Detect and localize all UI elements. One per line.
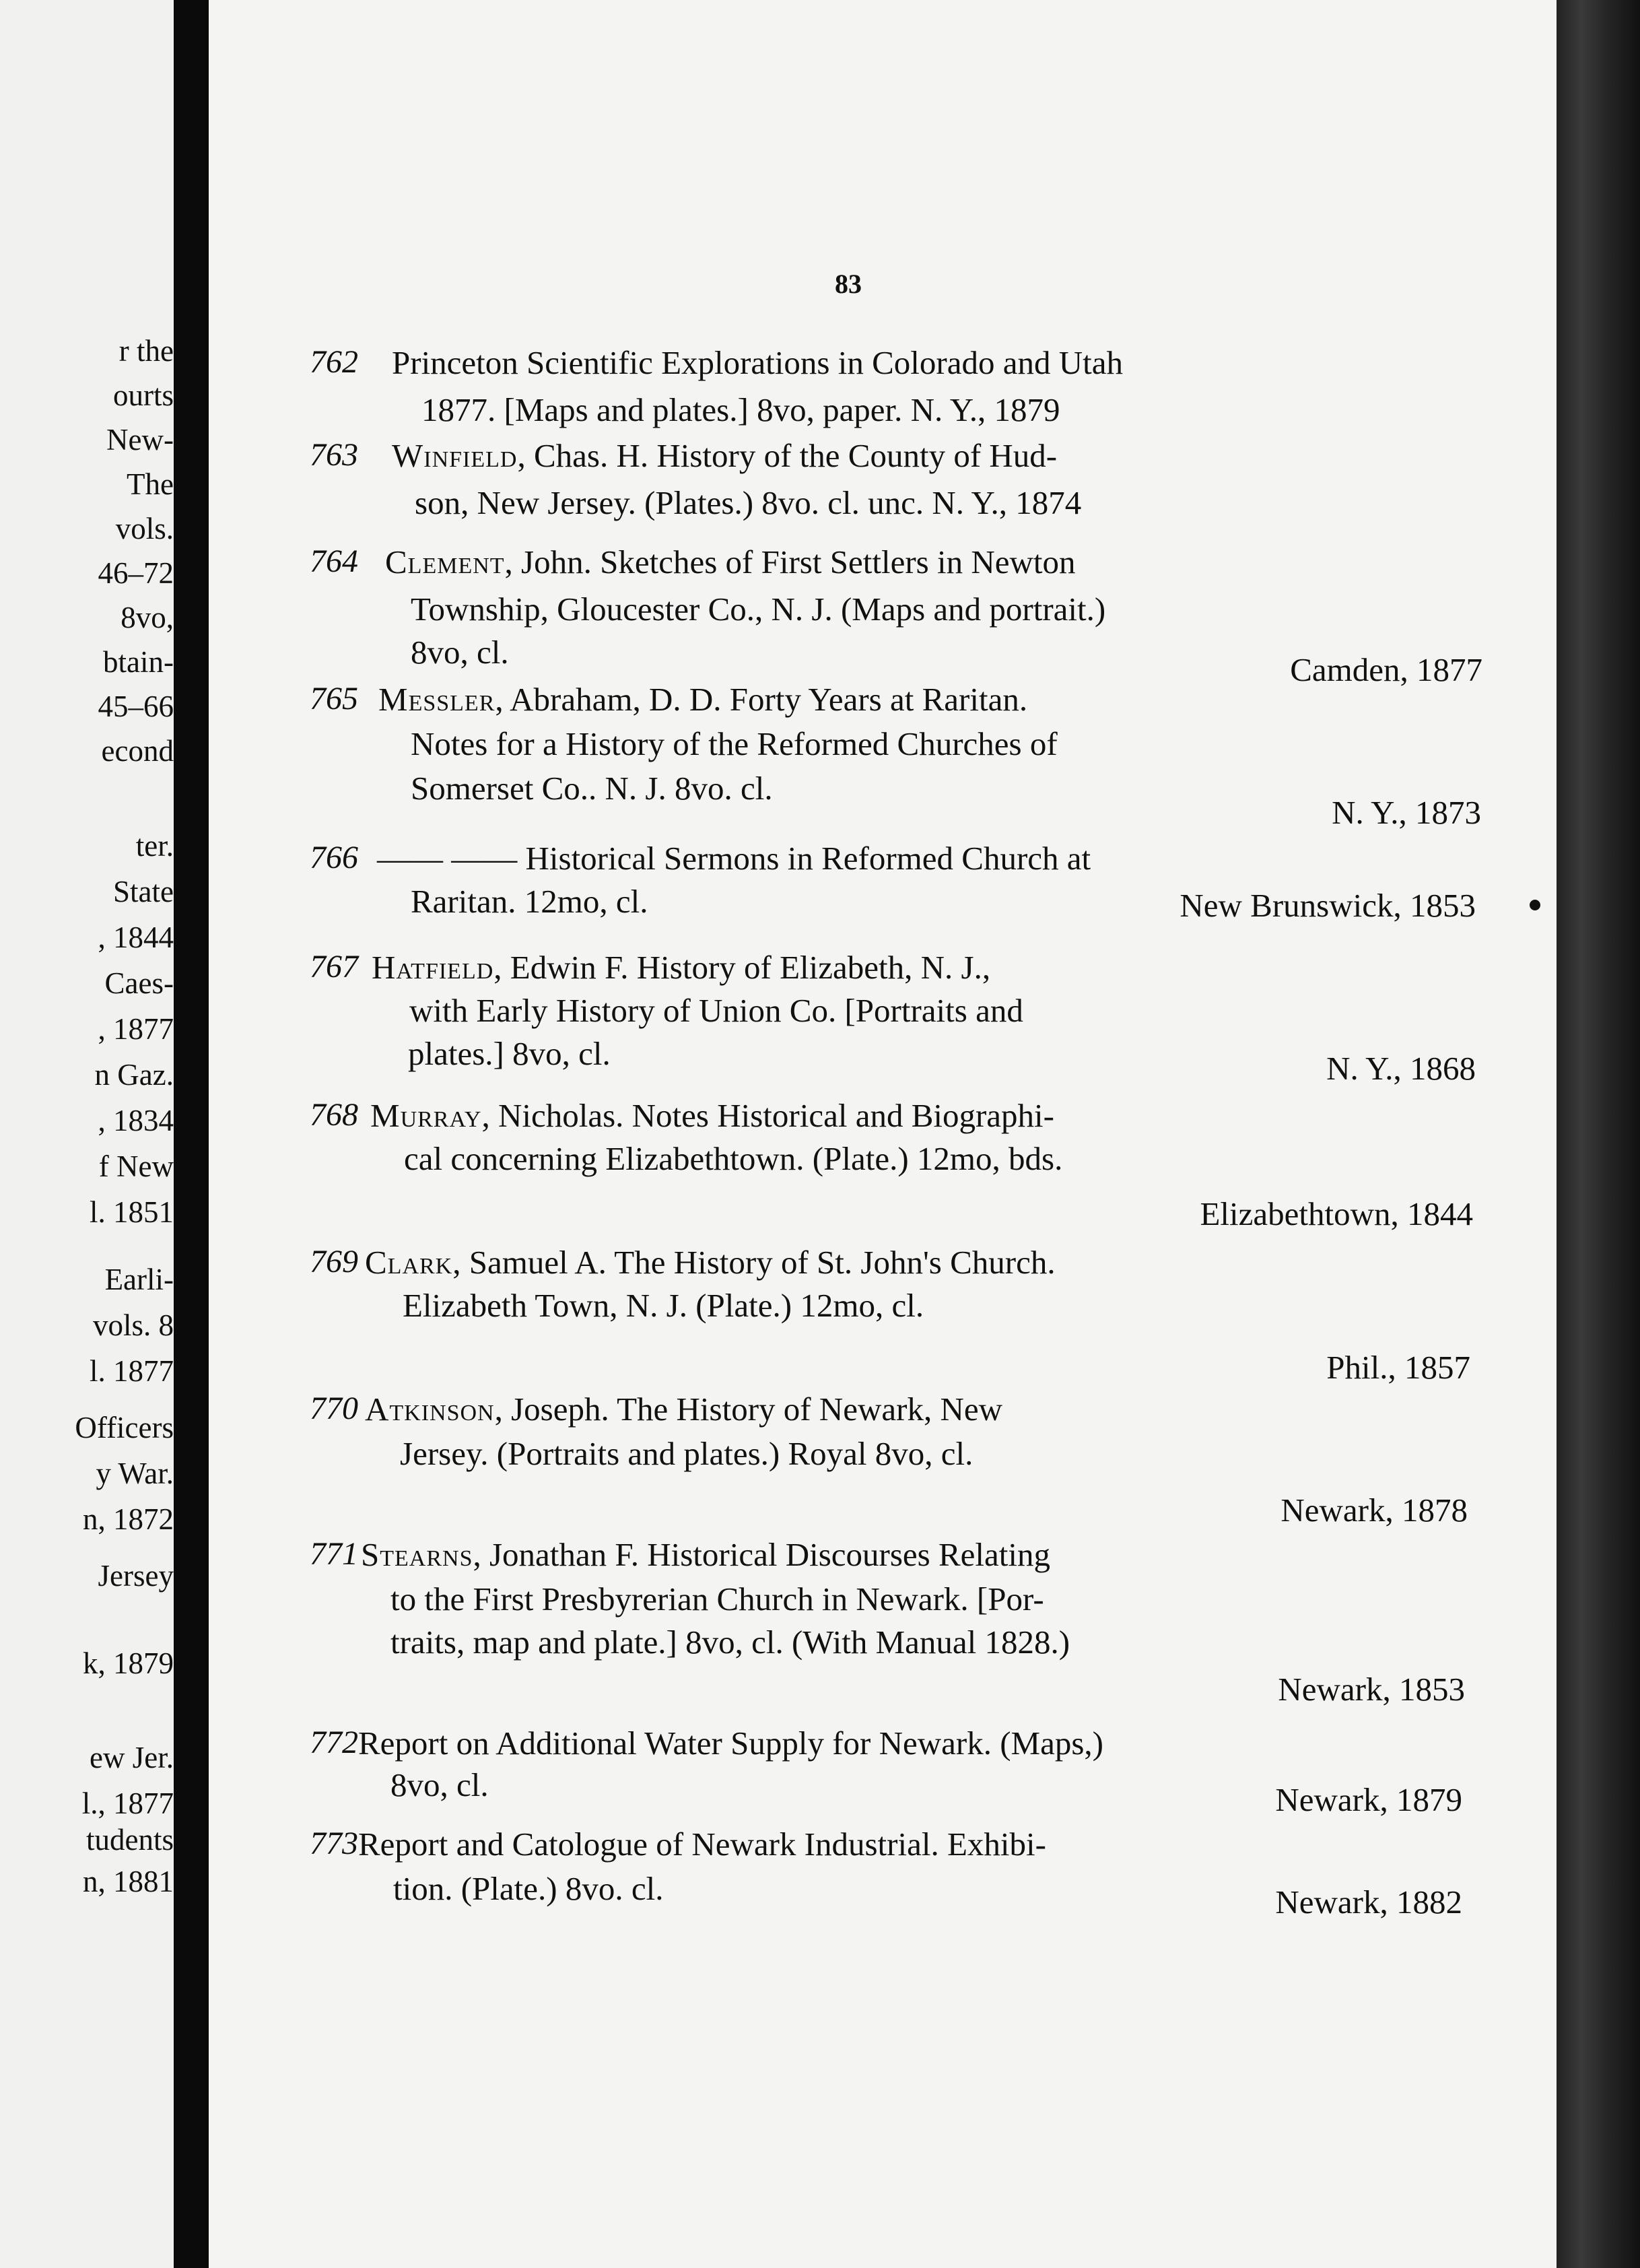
entry-imprint: N. Y., 1873 <box>1332 794 1481 831</box>
entry-number: 773 <box>310 1826 358 1861</box>
left-page-line: Officers <box>75 1411 174 1444</box>
left-page-line: , 1844 <box>98 921 174 954</box>
entry-number: 763 <box>310 437 358 473</box>
left-page-line: vols. 8 <box>92 1308 174 1342</box>
left-page-line: n, 1872 <box>83 1502 174 1536</box>
entry-line: plates.] 8vo, cl. <box>408 1035 611 1072</box>
page-number: 83 <box>835 269 862 299</box>
left-page-line: State <box>113 875 174 908</box>
author-name: Clement <box>385 543 505 580</box>
entry-title: , Jonathan F. Historical Discourses Relating <box>473 1536 1051 1573</box>
author-name: Stearns <box>361 1536 473 1573</box>
entry-imprint: Camden, 1877 <box>1290 651 1482 688</box>
entry-number: 772 <box>310 1725 358 1760</box>
entry-title: Princeton Scientific Explorations in Colorado and Utah <box>392 344 1123 381</box>
book-page <box>209 0 1557 2268</box>
entry-first-line <box>365 1390 1002 1428</box>
entry-first-line <box>385 543 1075 581</box>
left-page-line: l. 1851 <box>89 1195 174 1229</box>
entry-line: son, New Jersey. (Plates.) 8vo. cl. unc. N. Y., 1874 <box>415 484 1082 521</box>
entry-line: 8vo, cl. <box>411 634 509 671</box>
author-name: Clark <box>365 1244 453 1281</box>
left-page-line: ew Jer. <box>90 1741 174 1774</box>
left-page-line: econd <box>101 734 174 768</box>
entry-first-line <box>370 1096 1054 1135</box>
book-gutter <box>174 0 209 2268</box>
entry-line: to the First Presbyrerian Church in Newark. [Por- <box>390 1580 1044 1617</box>
scanner-edge <box>1557 0 1640 2268</box>
left-page-line: r the <box>118 334 174 368</box>
entry-number: 764 <box>310 543 358 579</box>
entry-number: 770 <box>310 1391 358 1426</box>
left-page-line: Earli- <box>104 1263 174 1296</box>
entry-line: Township, Gloucester Co., N. J. (Maps and portrait.) <box>411 591 1106 628</box>
entry-number: 766 <box>310 840 358 875</box>
entry-imprint: New Brunswick, 1853 <box>1180 887 1476 924</box>
author-name: Messler <box>378 681 496 718</box>
entry-title: , Joseph. The History of Newark, New <box>494 1391 1002 1428</box>
left-page-fragment <box>0 0 174 2268</box>
left-page-line: 46–72 <box>98 556 174 590</box>
left-page-line: tudents <box>86 1823 174 1857</box>
entry-title: , Chas. H. History of the County of Hud- <box>517 437 1058 474</box>
author-name: Atkinson <box>365 1391 495 1428</box>
entry-first-line <box>358 1825 1046 1863</box>
left-page-line: n Gaz. <box>94 1058 174 1092</box>
entry-first-line <box>361 1535 1050 1574</box>
entry-line: cal concerning Elizabethtown. (Plate.) 12mo, bds. <box>404 1140 1063 1177</box>
entry-first-line <box>378 680 1027 719</box>
entry-imprint: Elizabethtown, 1844 <box>1200 1195 1473 1232</box>
entry-first-line <box>392 436 1057 475</box>
entry-title: , Edwin F. History of Elizabeth, N. J., <box>493 949 991 986</box>
left-page-line: New- <box>106 423 174 457</box>
entry-line: Elizabeth Town, N. J. (Plate.) 12mo, cl. <box>403 1287 924 1324</box>
author-name: Hatfield <box>372 949 494 986</box>
left-page-line: ter. <box>135 829 174 863</box>
entry-title: , Samuel A. The History of St. John's Church. <box>452 1244 1056 1281</box>
entry-number: 767 <box>310 949 358 985</box>
entry-line: 1877. [Maps and plates.] 8vo, paper. N. Y., 1879 <box>421 391 1060 428</box>
entry-imprint: Newark, 1882 <box>1275 1883 1462 1921</box>
left-page-line: ourts <box>113 378 174 412</box>
entry-imprint: Newark, 1853 <box>1278 1671 1465 1708</box>
left-page-line: btain- <box>103 645 174 679</box>
entry-line: Somerset Co.. N. J. 8vo. cl. <box>411 770 773 807</box>
entry-imprint: N. Y., 1868 <box>1326 1050 1476 1087</box>
entry-number: 771 <box>310 1536 358 1572</box>
author-name: Murray <box>370 1097 482 1134</box>
entry-line: 8vo, cl. <box>390 1766 489 1803</box>
entry-first-line <box>377 839 1091 877</box>
left-page-line: l. 1877 <box>89 1354 174 1388</box>
entry-number: 769 <box>310 1244 358 1279</box>
left-page-line: , 1834 <box>98 1104 174 1137</box>
entry-line: Raritan. 12mo, cl. <box>411 883 648 920</box>
entry-imprint: Newark, 1879 <box>1275 1781 1462 1818</box>
left-page-line: Caes- <box>104 966 174 1000</box>
entry-first-line <box>372 948 990 987</box>
entry-line: Notes for a History of the Reformed Churches of <box>411 725 1058 762</box>
left-page-line: l., 1877 <box>81 1787 174 1820</box>
left-page-line: k, 1879 <box>83 1646 174 1680</box>
left-page-line: The <box>127 467 174 501</box>
entry-line: tion. (Plate.) 8vo. cl. <box>393 1870 664 1907</box>
entry-imprint: Newark, 1878 <box>1280 1492 1468 1529</box>
ink-speck <box>1530 900 1540 910</box>
entry-line: traits, map and plate.] 8vo, cl. (With Manual 1828.) <box>390 1624 1070 1661</box>
entry-number: 768 <box>310 1097 358 1133</box>
left-page-line: vols. <box>115 512 174 545</box>
entry-line: with Early History of Union Co. [Portraits and <box>409 992 1023 1029</box>
left-page-line: Jersey <box>98 1559 174 1593</box>
entry-number: 762 <box>310 344 358 380</box>
left-page-line: 8vo, <box>121 601 174 634</box>
entry-title: , John. Sketches of First Settlers in Newton <box>504 543 1076 580</box>
left-page-line: f New <box>98 1149 174 1183</box>
entry-title: , Abraham, D. D. Forty Years at Raritan. <box>495 681 1028 718</box>
entry-first-line <box>392 343 1123 382</box>
entry-line: Jersey. (Portraits and plates.) Royal 8vo, cl. <box>400 1435 973 1472</box>
author-name: Winfield <box>392 437 518 474</box>
entry-title: Report and Catologue of Newark Industrial. Exhibi- <box>358 1826 1046 1863</box>
entry-first-line <box>358 1724 1103 1762</box>
entry-title: —— —— Historical Sermons in Reformed Church at <box>377 840 1091 877</box>
left-page-line: , 1877 <box>98 1012 174 1046</box>
left-page-line: y War. <box>96 1457 174 1490</box>
entry-imprint: Phil., 1857 <box>1326 1349 1470 1386</box>
entry-title: , Nicholas. Notes Historical and Biographi- <box>481 1097 1054 1134</box>
entry-title: Report on Additional Water Supply for Newark. (Maps,) <box>358 1725 1103 1762</box>
left-page-line: n, 1881 <box>83 1865 174 1898</box>
entry-number: 765 <box>310 681 358 716</box>
left-page-line: 45–66 <box>98 690 174 723</box>
entry-first-line <box>365 1243 1056 1281</box>
